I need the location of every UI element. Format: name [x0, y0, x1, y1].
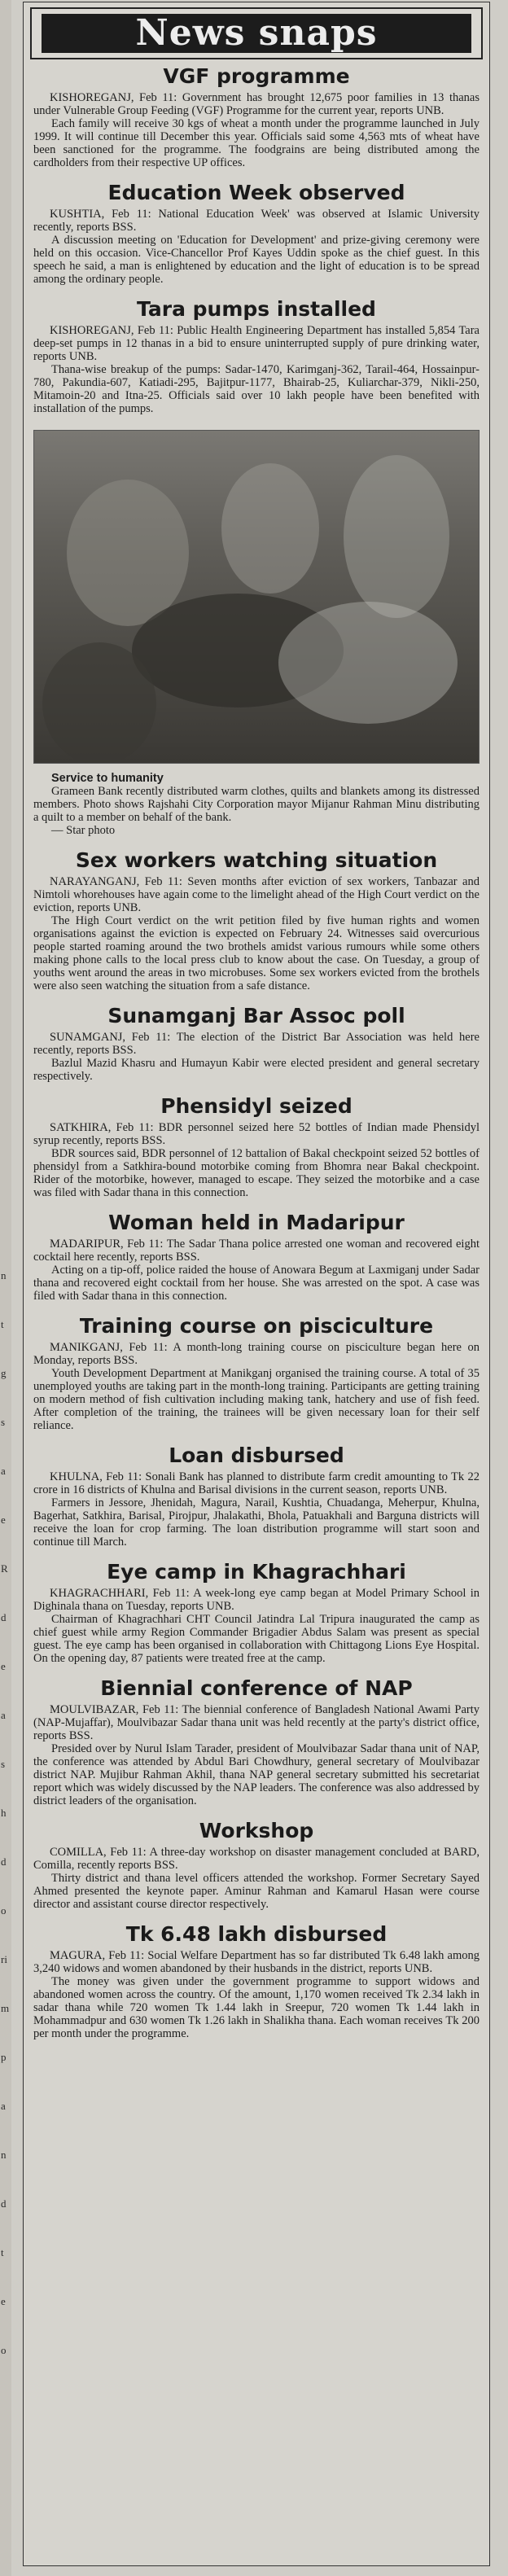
news-story [33, 848, 480, 992]
margin-letter: a [1, 2100, 6, 2112]
story-paragraph: NARAYANGANJ, Feb 11: Seven months after eviction of sex workers, Tanbazar and Nimtoli whorehouses have again come to the limelight ahead of the High Court verdict on the eviction, reports UNB. [33, 875, 480, 914]
story-paragraph: The High Court verdict on the writ petition filed by five human rights and women organisations against the eviction is expected on February 24. Witnesses said overcurious people started roaming around the two brothels amidst various rumours while some others making phone calls to the local press club to know about the case. On Tuesday, a group of youths went around the areas in two microbuses. Some sex workers evicted from the brothels were also seen watching the situation from a safe distance. [33, 914, 480, 992]
margin-letter: d [1, 1611, 7, 1623]
story-headline: Phensidyl seized [160, 1094, 353, 1118]
story-paragraph: MOULVIBAZAR, Feb 11: The biennial conference of Bangladesh National Awami Party (NAP-Mujaffar), Moulvibazar Sadar thana unit was held recently at the party's district office, reports BSS. [33, 1703, 480, 1742]
margin-letter: n [1, 1269, 7, 1281]
story-paragraph: Youth Development Department at Manikganj organised the training course. A total of 35 unemployed youths are taking part in the month-long training. Participants are getting training on modern method of fish cultivation including making tank, hatchery and use of fish feed. After completion of the training, the trainees will be given necessary loan for their self reliance. [33, 1367, 480, 1432]
news-photo [33, 430, 480, 764]
news-story [33, 297, 480, 415]
margin-letter: e [1, 1660, 6, 1672]
news-story [33, 1922, 480, 2040]
news-story [33, 1004, 480, 1083]
story-paragraph: The money was given under the government programme to support widows and abandoned women across the country. Of the amount, 1,170 women received Tk 2.34 lakh in sadar thana while 720 women Tk 1.44 lakh in Sreepur, 720 women Tk 1.44 lakh in Mohammadpur and 630 women Tk 1.26 lakh in Shalikha thana. Each woman receives Tk 200 per month under the programme. [33, 1975, 480, 2040]
masthead-title: News snaps [135, 12, 378, 54]
story-paragraph: Chairman of Khagrachhari CHT Council Jatindra Lal Tripura inaugurated the camp as chief guest while army Region Commander Brigadier Abdus Salam was present as special guest. The eye camp has been organised in collaboration with Chittagong Lions Eye Hospital. On the opening day, 87 patients were treated free at the camp. [33, 1613, 480, 1665]
margin-letter: R [1, 1562, 8, 1575]
story-paragraph: Farmers in Jessore, Jhenidah, Magura, Narail, Kushtia, Chuadanga, Meherpur, Khulna, Bagerhat, Satkhira, Barisal, Pirojpur, Jhalakathi, Bhola, Patuakhali and Barguna districts will receive the loan for crop farming. The loan distribution programme will start soon and continue till March. [33, 1496, 480, 1549]
story-paragraph: KHAGRACHHARI, Feb 11: A week-long eye camp began at Model Primary School in Dighinala thana on Tuesday, reports UNB. [33, 1587, 480, 1613]
story-headline: VGF programme [163, 64, 350, 88]
margin-letter: e [1, 1514, 6, 1526]
story-paragraph: MAGURA, Feb 11: Social Welfare Department has so far distributed Tk 6.48 lakh among 3,240 widows and women abandoned by their husbands in the district, reports UNB. [33, 1949, 480, 1975]
photo-caption [33, 772, 480, 837]
margin-letter: t [1, 1318, 4, 1330]
news-story [33, 1094, 480, 1199]
adjacent-column-strip [0, 0, 11, 2576]
story-paragraph: Bazlul Mazid Khasru and Humayun Kabir were elected president and general secretary respectively. [33, 1057, 480, 1083]
margin-letter: g [1, 1367, 7, 1379]
story-headline: Education Week observed [107, 181, 405, 204]
story-paragraph: SUNAMGANJ, Feb 11: The election of the District Bar Association was held here recently, reports BSS. [33, 1031, 480, 1057]
story-headline: Eye camp in Khagrachhari [107, 1560, 406, 1584]
story-headline: Biennial conference of NAP [100, 1676, 413, 1700]
margin-letter: a [1, 1465, 6, 1477]
story-headline: Sex workers watching situation [75, 848, 438, 872]
margin-letter: h [1, 1807, 7, 1819]
story-paragraph: SATKHIRA, Feb 11: BDR personnel seized here 52 bottles of Indian made Phensidyl syrup recently, reports BSS. [33, 1121, 480, 1147]
margin-letter: ri [1, 1953, 7, 1965]
story-paragraph: A discussion meeting on 'Education for Development' and prize-giving ceremony were held on this occasion. Vice-Chancellor Prof Kayes Uddin spoke as the chief guest. In this speech he said, a man is enlightened by education and the light of education is to be spread among the ordinary people. [33, 234, 480, 286]
story-paragraph: KUSHTIA, Feb 11: National Education Week' was observed at Islamic University recently, reports BSS. [33, 208, 480, 234]
margin-letter: s [1, 1758, 6, 1770]
margin-letter: s [1, 1416, 6, 1428]
news-story [33, 1819, 480, 1911]
story-headline: Woman held in Madaripur [108, 1211, 405, 1234]
story-headline: Workshop [199, 1819, 314, 1842]
story-paragraph: KISHOREGANJ, Feb 11: Government has brought 12,675 poor families in 13 thanas under Vulnerable Group Feeding (VGF) Programme for the current year, reports UNB. [33, 91, 480, 117]
story-paragraph: Presided over by Nurul Islam Tarader, president of Moulvibazar Sadar thana unit of NAP, the conference was attended by Abdul Bari Chowdhury, general secretary of Moulvibazar district NAP. Mujibur Rahman Akhil, thana NAP general secretary submitted his secretariat report which was widely discussed by the NAP leaders. The conference was also addressed by district leaders of the organisation. [33, 1742, 480, 1807]
story-paragraph: MADARIPUR, Feb 11: The Sadar Thana police arrested one woman and recovered eight cocktail here recently, reports BSS. [33, 1238, 480, 1264]
caption-text: Grameen Bank recently distributed warm clothes, quilts and blankets among its distressed members. Photo shows Rajshahi City Corporation mayor Mijanur Rahman Minu distributing a quilt to a member on behalf of the bank. [33, 785, 480, 824]
story-paragraph: Acting on a tip-off, police raided the house of Anowara Begum at Laxmiganj under Sadar thana and recovered eight cocktail from her house. She was arrested on the spot. A case was filed with Sadar thana in this connection. [33, 1264, 480, 1303]
story-headline: Loan disbursed [169, 1444, 344, 1467]
story-paragraph: KISHOREGANJ, Feb 11: Public Health Engineering Department has installed 5,854 Tara deep-set pumps in 12 thanas in a bid to ensure uninterrupted supply of pure drinking water, reports UNB. [33, 324, 480, 363]
story-paragraph: MANIKGANJ, Feb 11: A month-long training course on pisciculture began here on Monday, reports BSS. [33, 1341, 480, 1367]
news-snaps-box [23, 2, 490, 2566]
news-story [33, 1211, 480, 1303]
news-story [33, 1314, 480, 1432]
story-paragraph: COMILLA, Feb 11: A three-day workshop on disaster management concluded at BARD, Comilla, recently reports BSS. [33, 1846, 480, 1872]
stories-column [33, 64, 480, 2052]
story-headline: Sunamganj Bar Assoc poll [107, 1004, 405, 1027]
margin-letter: a [1, 1709, 6, 1721]
news-story [33, 181, 480, 286]
story-paragraph: BDR sources said, BDR personnel of 12 battalion of Bakal checkpoint seized 52 bottles of phensidyl from a Satkhira-bound motorbike coming from Bhomra near Bakal checkpoint. Rider of the motorbike, however, managed to escape. They seized the motorbike and a case was filed with Sadar thana in this connection. [33, 1147, 480, 1199]
story-paragraph: Each family will receive 30 kgs of wheat a month under the programme launched in July 1999. It will continue till December this year. Officials said some 4,563 mts of wheat have been sanctioned for the programme. The foodgrains are being distributed among the cardholders from their respective UP offices. [33, 117, 480, 169]
margin-letter: o [1, 1904, 7, 1917]
story-paragraph: Thirty district and thana level officers attended the workshop. Former Secretary Sayed Ahmed presented the keynote paper. Aminur Rahman and Kamarul Hasan were course director and assistant course director respectively. [33, 1872, 480, 1911]
photo-credit: — Star photo [51, 824, 116, 837]
story-headline: Tk 6.48 lakh disbursed [125, 1922, 388, 1946]
masthead [30, 7, 483, 59]
margin-letter: n [1, 2149, 7, 2161]
margin-letter: o [1, 2344, 7, 2356]
news-story [33, 1444, 480, 1549]
news-story [33, 1676, 480, 1807]
news-story [33, 1560, 480, 1665]
margin-letter: e [1, 2295, 6, 2307]
story-headline: Tara pumps installed [137, 297, 376, 321]
margin-letter: m [1, 2002, 10, 2014]
story-paragraph: KHULNA, Feb 11: Sonali Bank has planned to distribute farm credit amounting to Tk 22 crore in 16 districts of Khulna and Barisal divisions in the current season, reports UNB. [33, 1470, 480, 1496]
story-headline: Training course on pisciculture [79, 1314, 434, 1338]
margin-letter: p [1, 2051, 7, 2063]
story-paragraph: Thana-wise breakup of the pumps: Sadar-1470, Karimganj-362, Tarail-464, Hossainpur-780, Pakundia-607, Katiadi-295, Bajitpur-1177, Bhairab-25, Kuliarchar-379, Nikli-250, Mitamoin-20 and Itna-25. Officials said over 10 lakh people have been benefited with installation of the pumps. [33, 363, 480, 415]
margin-letter: t [1, 2246, 4, 2258]
masthead-banner [42, 14, 471, 53]
caption-title: Service to humanity [51, 772, 164, 785]
margin-letter: d [1, 2197, 7, 2210]
news-story [33, 64, 480, 169]
margin-letter: d [1, 1855, 7, 1868]
